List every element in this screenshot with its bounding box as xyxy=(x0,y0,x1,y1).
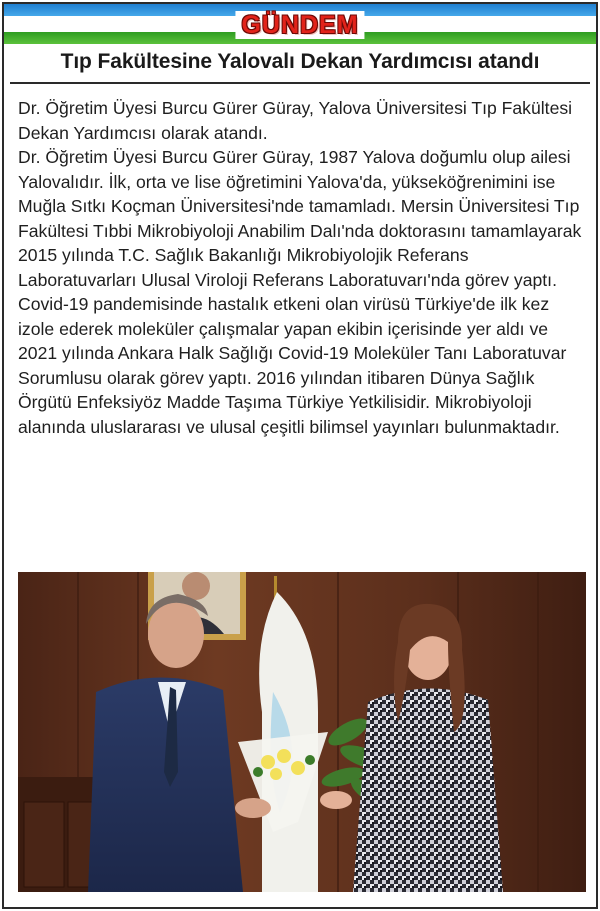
section-banner xyxy=(4,4,596,44)
news-clipping xyxy=(2,2,598,909)
section-label: GÜNDEM xyxy=(241,10,359,39)
article-headline: Tıp Fakültesine Yalovalı Dekan Yardımcısı atandı xyxy=(60,50,540,73)
article-lead-paragraph: Dr. Öğretim Üyesi Burcu Gürer Güray, Yalova Üniversitesi Tıp Fakültesi Dekan Yardımcısı olarak atandı. xyxy=(18,98,573,143)
section-badge xyxy=(235,11,364,39)
article-paragraph: Dr. Öğretim Üyesi Burcu Gürer Güray, 1987 Yalova doğumlu olup ailesi Yalovalıdır. İlk, orta ve lise öğretimini Yalova'da, yükseköğrenimini ise Muğla Sıtkı Koçman Üniversitesi'nde tamamladı. Mersin Üniversitesi Tıp Fakültesi Tıbbi Mikrobiyoloji Anabilim Dalı'nda doktorasını tamamlayarak 2015 yılında T.C. Sağlık Bakanlığı Mikrobiyolojik Referans Laboratuvarları Ulusal Viroloji Referans Laboratuvarı'nda görev yaptı. Covid-19 pandemisinde hastalık etkeni olan virüsü Türkiye'de ilk kez izole ederek moleküler çalışmalar yapan ekibin içerisinde yer aldı ve 2021 yılında Ankara Halk Sağlığı Covid-19 Moleküler Tanı Laboratuvar Sorumlusu olarak görev yaptı. 2016 yılından itibaren Dünya Sağlık Örgütü Enfeksiyöz Madde Taşıma Türkiye Yetkilisidir. Mikrobiyoloji alanında uluslararası ve ulusal çeşitli bilimsel yayınları bulunmaktadır. xyxy=(18,147,582,437)
headline-divider xyxy=(10,82,590,84)
article-body xyxy=(18,96,584,439)
article-photo xyxy=(18,572,586,892)
